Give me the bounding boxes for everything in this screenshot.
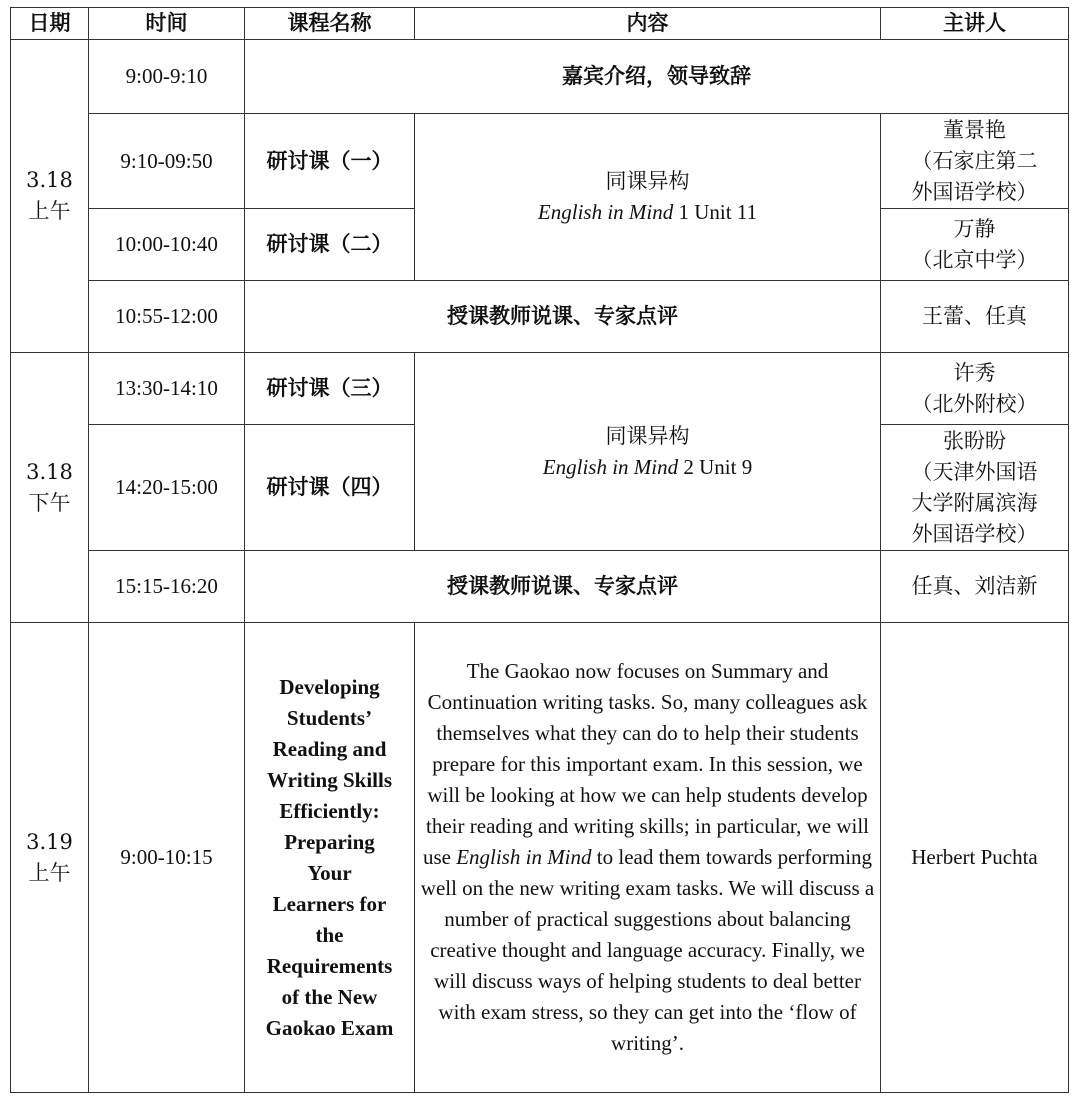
content-cell: 授课教师说课、专家点评 — [245, 281, 881, 353]
date-value: 3.19 — [26, 829, 73, 854]
course-title-line: Writing Skills — [266, 767, 393, 792]
course-cell: 研讨课（一） — [245, 114, 415, 209]
time-cell: 10:55-12:00 — [89, 281, 245, 353]
speaker-cell: 任真、刘洁新 — [881, 551, 1069, 623]
description-book-title: English in Mind — [456, 845, 592, 869]
date-period: 下午 — [28, 490, 71, 515]
speaker-name: 张盼盼 — [943, 428, 1006, 453]
speaker-name: 董景艳 — [943, 117, 1006, 142]
speaker-name: 许秀 — [953, 360, 996, 385]
time-cell: 13:30-14:10 — [89, 353, 245, 425]
table-row — [11, 40, 1069, 114]
course-cell: 研讨课（三） — [245, 353, 415, 425]
book-title: English in Mind — [542, 454, 679, 479]
course-title-line: Developing — [279, 674, 380, 699]
speaker-org: 外国语学校） — [911, 521, 1038, 546]
time-cell: 9:00-9:10 — [89, 40, 245, 114]
content-cell: 嘉宾介绍，领导致辞 — [245, 40, 1069, 114]
course-title-line: Gaokao Exam — [265, 1015, 394, 1040]
date-period: 上午 — [28, 860, 71, 885]
table-row — [11, 353, 1069, 425]
content-title: 同课异构 — [605, 169, 690, 193]
book-unit: 2 Unit 9 — [678, 454, 753, 479]
course-title-line: Learners for — [272, 891, 387, 916]
content-book-line — [415, 452, 880, 483]
course-title-line: Reading and — [272, 736, 387, 761]
speaker-org: 大学附属滨海 — [911, 490, 1038, 515]
date-cell — [11, 353, 89, 623]
course-title-line: Efficiently: — [279, 798, 380, 823]
course-cell: 研讨课（二） — [245, 209, 415, 281]
table-row — [11, 281, 1069, 353]
schedule-table — [10, 7, 1069, 1093]
table-row — [11, 114, 1069, 209]
speaker-org: 外国语学校） — [911, 179, 1038, 204]
date-cell — [11, 40, 89, 353]
course-title-line: Requirements — [266, 953, 393, 978]
table-row — [11, 551, 1069, 623]
time-cell: 9:10-09:50 — [89, 114, 245, 209]
date-period: 上午 — [28, 199, 71, 223]
speaker-org: （天津外国语 — [911, 459, 1038, 484]
header-date: 日期 — [11, 8, 89, 40]
speaker-org: （石家庄第二 — [911, 148, 1038, 173]
speaker-cell: 王蕾、任真 — [881, 281, 1069, 353]
time-cell: 9:00-10:15 — [89, 623, 245, 1093]
book-unit: 1 Unit 11 — [673, 200, 758, 224]
header-speaker: 主讲人 — [881, 8, 1069, 40]
course-title-line: Preparing — [284, 829, 375, 854]
course-title-line: Your — [307, 860, 352, 885]
course-cell — [245, 623, 415, 1093]
course-title-line: of the New — [281, 984, 378, 1009]
speaker-cell — [881, 353, 1069, 425]
speaker-cell: Herbert Puchta — [881, 623, 1069, 1093]
course-cell: 研讨课（四） — [245, 425, 415, 551]
time-cell: 10:00-10:40 — [89, 209, 245, 281]
header-course: 课程名称 — [245, 8, 415, 40]
header-time: 时间 — [89, 8, 245, 40]
course-title-line: the — [315, 922, 344, 947]
content-title: 同课异构 — [605, 423, 690, 448]
content-book-line — [415, 197, 880, 228]
header-content: 内容 — [415, 8, 881, 40]
description-cell — [415, 623, 881, 1093]
content-cell — [415, 114, 881, 281]
speaker-org: （北外附校） — [911, 391, 1038, 416]
speaker-org: （北京中学） — [911, 247, 1038, 272]
time-cell: 14:20-15:00 — [89, 425, 245, 551]
date-cell — [11, 623, 89, 1093]
description-text: The Gaokao now focuses on Summary and Continuation writing tasks. So, many colleagues ask themselves what they can do to help their students prepare for this important exam. In this session, we will be looking at how we can help students develop their reading and writing skills; in particular, we will use — [422, 659, 869, 869]
time-cell: 15:15-16:20 — [89, 551, 245, 623]
table-row — [11, 623, 1069, 1093]
description-text: to lead them towards performing well on the new writing exam tasks. We will discuss a number of practical suggestions about balancing creative thought and language accuracy. Finally, we will discuss ways of helping students to deal better with exam stress, so they can get into the ‘flow of writing’. — [420, 845, 875, 1055]
content-cell: 授课教师说课、专家点评 — [245, 551, 881, 623]
speaker-name: 万静 — [953, 216, 996, 241]
date-value: 3.18 — [26, 459, 73, 484]
speaker-cell — [881, 425, 1069, 551]
course-title-line: Students’ — [286, 705, 373, 730]
date-value: 3.18 — [26, 168, 73, 192]
book-title: English in Mind — [537, 200, 674, 224]
content-cell — [415, 353, 881, 551]
speaker-cell — [881, 209, 1069, 281]
header-row — [11, 8, 1069, 40]
speaker-cell — [881, 114, 1069, 209]
